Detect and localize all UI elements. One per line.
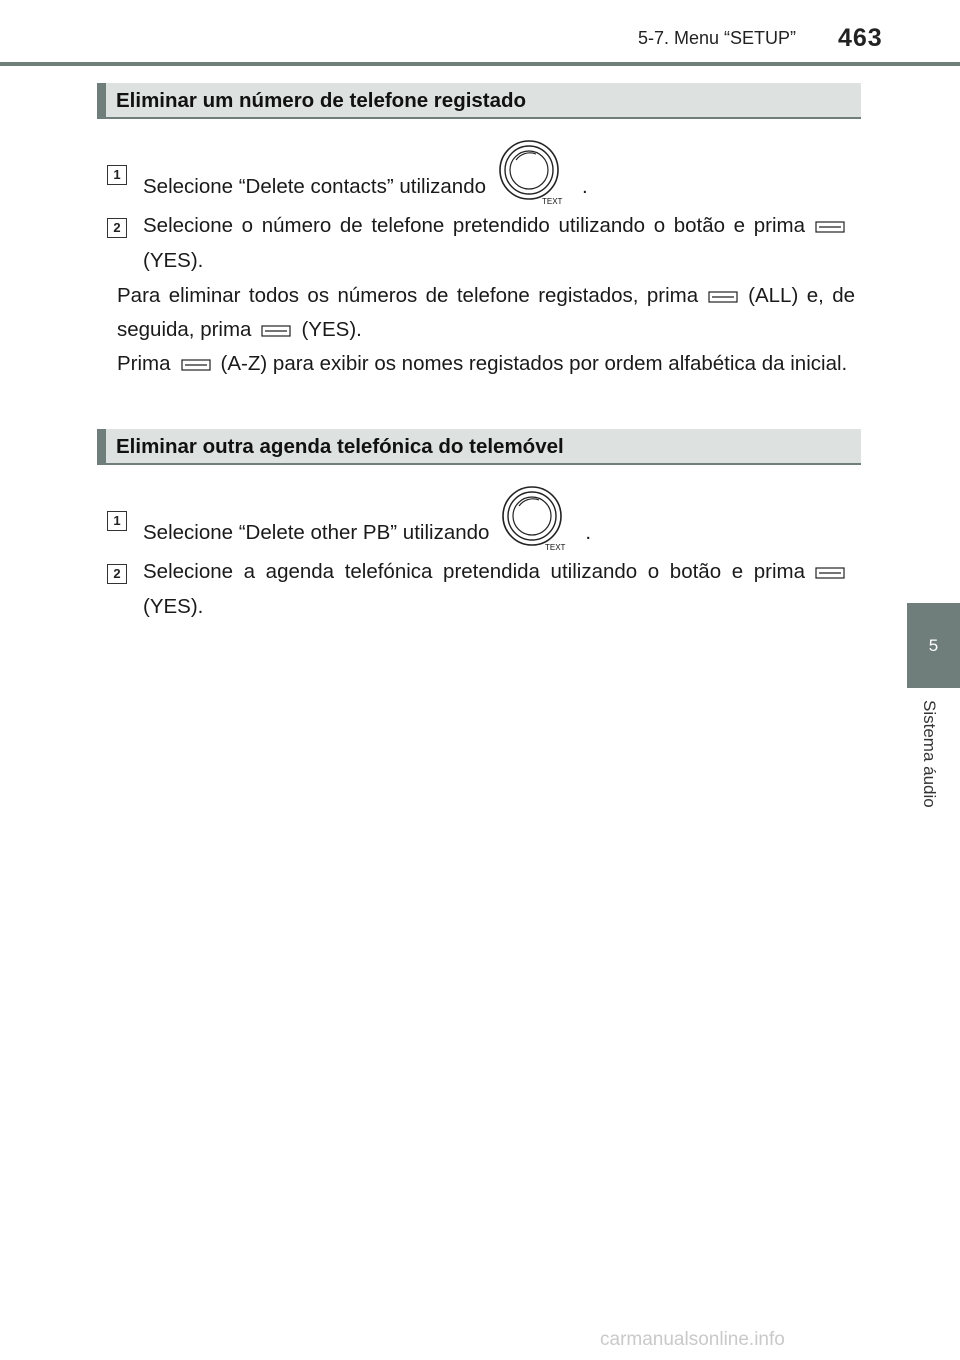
- step-number-badge: 2: [107, 564, 127, 584]
- chapter-number: 5: [928, 635, 939, 655]
- note-text-end: (A-Z) para exibir os nomes registados por ordem alfabética da inicial.: [220, 352, 848, 375]
- page-number: 463: [838, 24, 883, 52]
- step-text: Selecione o número de telefone pretendido utilizando o botão e prima: [143, 214, 805, 237]
- note-delete-all: [117, 279, 855, 347]
- note-text: (ALL) e, de seguida, prima: [117, 284, 855, 342]
- step-text-end: (YES).: [143, 248, 204, 272]
- svg-text:TEXT: TEXT: [545, 543, 566, 552]
- soft-button-icon: [181, 348, 211, 381]
- section-heading-delete-phonebook: Eliminar outra agenda telefónica do telemóvel: [97, 429, 861, 465]
- step-text: Selecione a agenda telefónica pretendida utilizando o botão e prima: [143, 560, 805, 583]
- note-text-end: (YES).: [301, 318, 362, 342]
- soft-button-icon: [708, 280, 738, 313]
- note-text: Prima: [117, 352, 171, 375]
- step-number-badge: 1: [107, 165, 127, 185]
- chapter-label: Sistema áudio: [920, 700, 939, 808]
- step-text-end: (YES).: [143, 594, 204, 618]
- chapter-tab: [907, 603, 960, 688]
- soft-button-icon: [815, 556, 845, 590]
- soft-button-icon: [815, 210, 845, 244]
- step-text: Selecione “Delete contacts” utilizando: [143, 174, 486, 198]
- step-2-select-phonebook: [143, 555, 855, 624]
- step-text: Selecione “Delete other PB” utilizando: [143, 520, 490, 544]
- note-sort-az: [117, 347, 855, 381]
- header-rule: [0, 62, 960, 66]
- step-number-badge: 1: [107, 511, 127, 531]
- step-text-end: .: [582, 174, 588, 198]
- soft-button-icon: [261, 314, 291, 347]
- step-text-end: .: [585, 520, 592, 544]
- svg-text:TEXT: TEXT: [542, 197, 563, 206]
- step-number-badge: 2: [107, 218, 127, 238]
- watermark: carmanualsonline.info: [600, 1329, 785, 1350]
- header-section-title: 5-7. Menu “SETUP”: [637, 28, 796, 48]
- section-heading-delete-number: Eliminar um número de telefone registado: [97, 83, 861, 119]
- step-2-select-number: [143, 209, 855, 278]
- note-text: Para eliminar todos os números de telefone registados, prima: [117, 284, 699, 307]
